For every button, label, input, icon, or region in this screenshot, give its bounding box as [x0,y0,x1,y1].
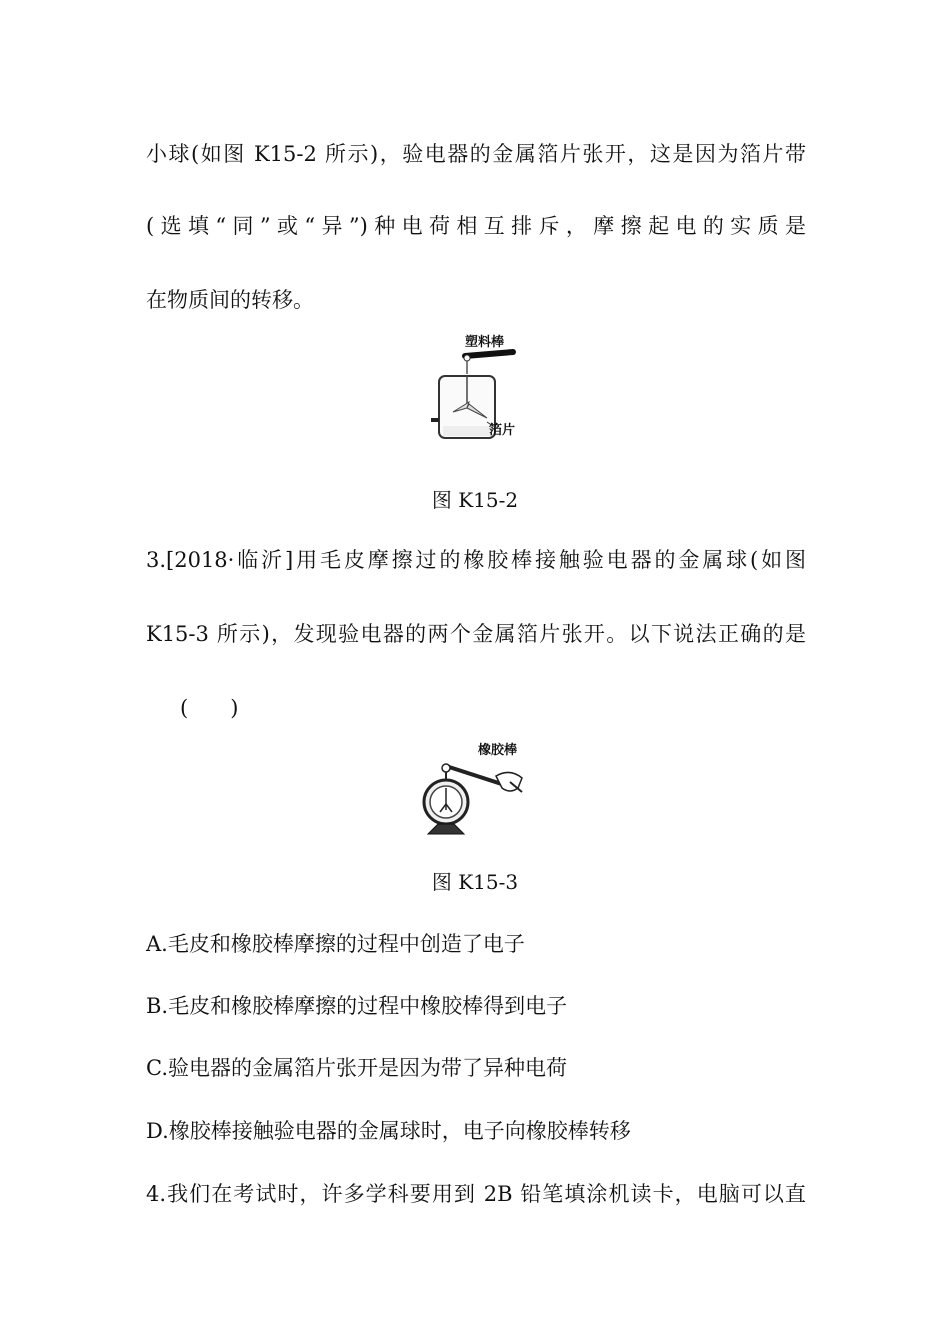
label-foil: 箔片 [489,423,516,438]
question3-line-1: 3.[2018·临沂]用毛皮摩擦过的橡胶棒接触验电器的金属球(如图 [146,548,806,572]
option-c: C.验电器的金属箔片张开是因为带了异种电荷 [146,1056,567,1080]
electroscope-plastic-rod-illustration [425,330,535,450]
paragraph-line-3: 在物质间的转移。 [146,288,314,312]
answer-bracket: ( ) [180,696,239,720]
caption-k15-2: 图 K15-2 [431,488,519,512]
option-d: D.橡胶棒接触验电器的金属球时，电子向橡胶棒转移 [146,1119,631,1143]
figure-k15-3 [418,738,538,838]
electroscope-rubber-rod-illustration [418,738,538,838]
option-b: B.毛皮和橡胶棒摩擦的过程中橡胶棒得到电子 [146,994,568,1018]
paragraph-line-1: 小球(如图 K15-2 所示)，验电器的金属箔片张开，这是因为箔片带 [146,142,806,166]
figure-k15-2 [425,330,535,450]
option-a: A.毛皮和橡胶棒摩擦的过程中创造了电子 [146,932,525,956]
question4-line-1: 4.我们在考试时，许多学科要用到 2B 铅笔填涂机读卡，电脑可以直 [146,1182,806,1206]
label-plastic-rod: 塑料棒 [465,335,505,350]
label-rubber-rod: 橡胶棒 [478,743,518,758]
question3-line-2: K15-3 所示)，发现验电器的两个金属箔片张开。以下说法正确的是 [146,622,806,646]
paragraph-line-2: (选填“同”或“异”)种电荷相互排斥，摩擦起电的实质是 [146,214,806,238]
caption-k15-3: 图 K15-3 [431,870,519,894]
